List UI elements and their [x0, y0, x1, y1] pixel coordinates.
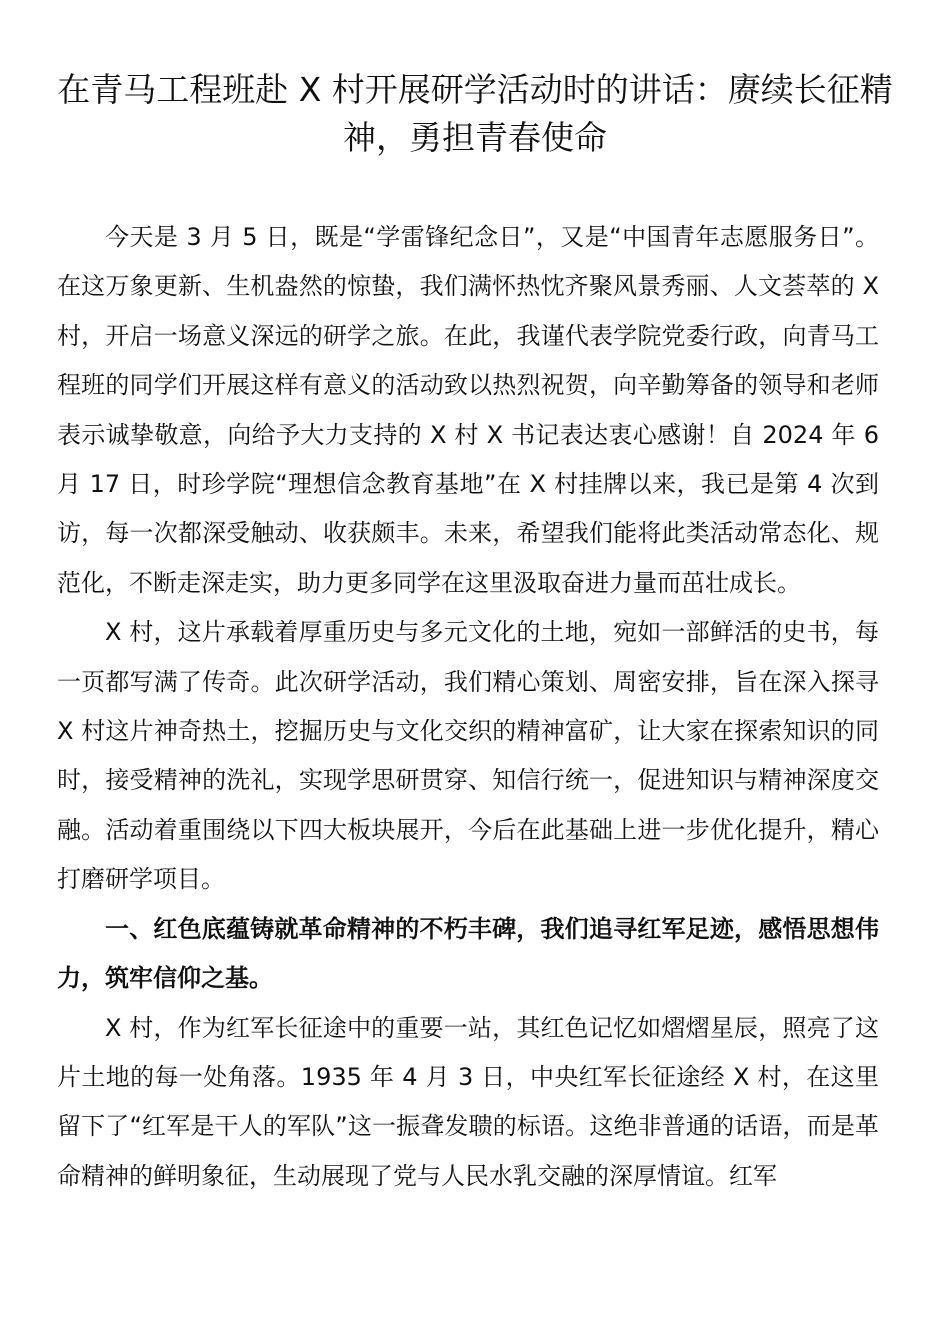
- paragraph-red-army-history: X 村，作为红军长征途中的重要一站，其红色记忆如熠熠星辰，照亮了这片土地的每一处角落。1935 年 4 月 3 日，中央红军长征途经 X 村，在这里留下了“红军是干人的军队”这一振聋发聩的标语。这绝非普通的话语，而是革命精神的鲜明象征，生动展现了党与人民水乳交融的深厚情谊。红军: [57, 1013, 879, 1190]
- document-body: [57, 213, 879, 1201]
- document-title: 在青马工程班赴 X 村开展研学活动时的讲话：赓续长征精神，勇担青春使命: [57, 70, 893, 157]
- paragraph-intro: 今天是 3 月 5 日，既是“学雷锋纪念日”，又是“中国青年志愿服务日”。在这万象更新、生机盎然的惊蛰，我们满怀热忱齐聚风景秀丽、人文荟萃的 X 村，开启一场意义深远的研学之旅。在此，我谨代表学院党委行政，向青马工程班的同学们开展这样有意义的活动致以热烈祝贺，向辛勤筹备的领导和老师表示诚挚敬意，向给予大力支持的 X 村 X 书记表达衷心感谢！自 2024 年 6 月 17 日，时珍学院“理想信念教育基地”在 X 村挂牌以来，我已是第 4 次到访，每一次都深受触动、收获颇丰。未来，希望我们能将此类活动常态化、规范化，不断走深走实，助力更多同学在这里汲取奋进力量而茁壮成长。: [57, 223, 879, 597]
- section-heading-red-heritage: 一、红色底蕴铸就革命精神的不朽丰碑，我们追寻红军足迹，感悟思想伟力，筑牢信仰之基。: [57, 914, 879, 993]
- paragraph-village-overview: X 村，这片承载着厚重历史与多元文化的土地，宛如一部鲜活的史书，每一页都写满了传奇。此次研学活动，我们精心策划、周密安排，旨在深入探寻 X 村这片神奇热土，挖掘历史与文化交织的精神富矿，让大家在探索知识的同时，接受精神的洗礼，实现学思研贯穿、知信行统一，促进知识与精神深度交融。活动着重围绕以下四大板块展开，今后在此基础上进一步优化提升，精心打磨研学项目。: [57, 618, 879, 894]
